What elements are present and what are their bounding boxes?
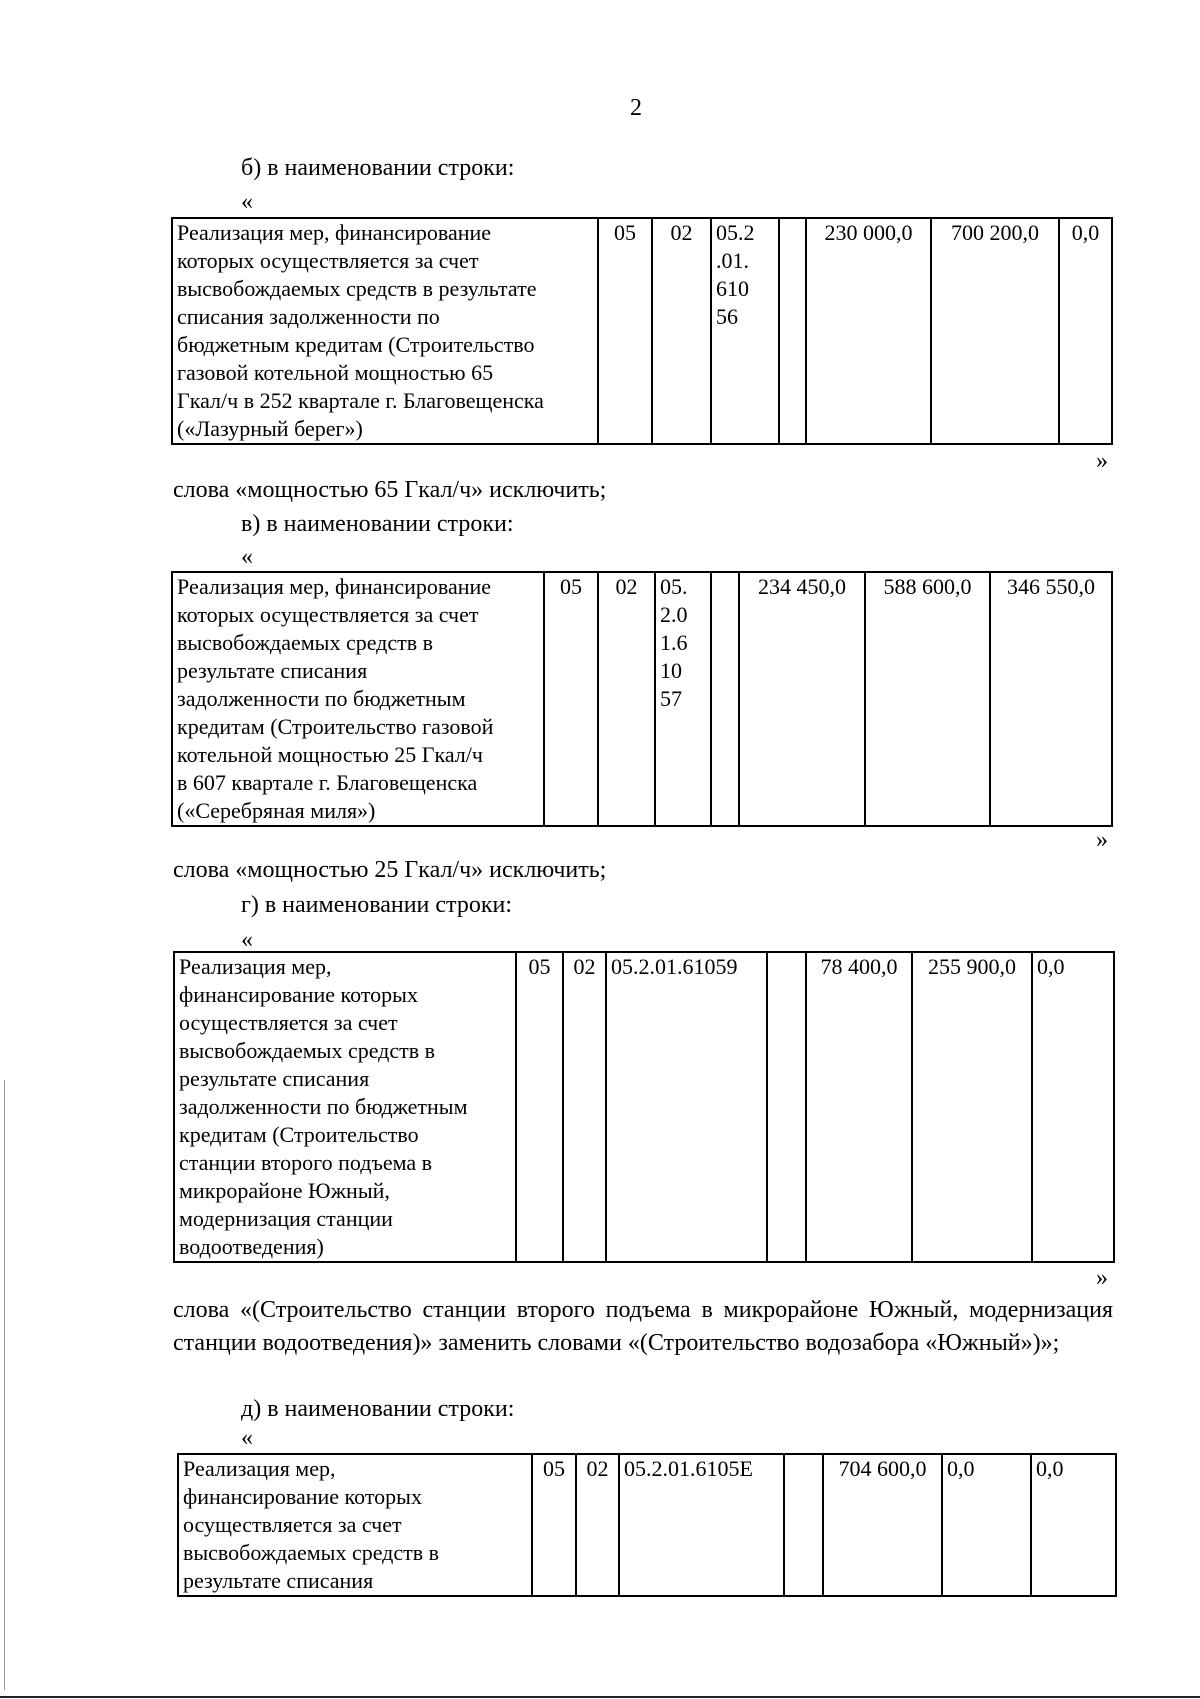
amount-2: 0,0 xyxy=(942,1454,1031,1596)
section-code: 05 xyxy=(544,572,598,826)
subsection-code: 02 xyxy=(598,572,655,826)
section-v-heading: в) в наименовании строки: xyxy=(241,511,514,537)
section-g-instruction: слова «(Строительство станции второго подъема в микрорайоне Южный, модернизация станции водоотведения)» заменить словами «(Строительство водозабора «Южный»)»; xyxy=(173,1297,1113,1356)
expense-type xyxy=(784,1454,823,1596)
amount-1: 234 450,0 xyxy=(739,572,865,826)
amount-1: 704 600,0 xyxy=(823,1454,942,1596)
expense-type xyxy=(779,218,806,444)
row-name: Реализация мер, финансирование которых осуществляется за счет высвобождаемых средств в результате списания задолженности по бюджетным кредитам (Строительство газовой котельной мощностью 65 Гкал/ч в 252 квартале г. Благовещенска («Лазурный берег») xyxy=(172,218,598,444)
open-quote: « xyxy=(241,189,253,215)
table-row-d xyxy=(177,1453,1117,1597)
subsection-code: 02 xyxy=(576,1454,619,1596)
open-quote: « xyxy=(241,1425,253,1451)
section-code: 05 xyxy=(598,218,652,444)
scan-bottom-line xyxy=(0,1696,1200,1698)
target-article: 05.2 .01. 610 56 xyxy=(711,218,779,444)
amount-2: 255 900,0 xyxy=(912,952,1032,1262)
close-quote: » xyxy=(1096,1265,1108,1291)
amount-3: 0,0 xyxy=(1032,952,1114,1262)
table-row-g xyxy=(173,951,1115,1263)
amount-3: 0,0 xyxy=(1031,1454,1116,1596)
subsection-code: 02 xyxy=(563,952,606,1262)
table-row-v xyxy=(171,571,1113,827)
section-code: 05 xyxy=(532,1454,576,1596)
table-row-b xyxy=(171,217,1113,445)
amount-2: 588 600,0 xyxy=(865,572,990,826)
section-b-heading: б) в наименовании строки: xyxy=(241,155,515,181)
amount-1: 78 400,0 xyxy=(806,952,912,1262)
target-article: 05. 2.0 1.6 10 57 xyxy=(655,572,711,826)
section-d-heading: д) в наименовании строки: xyxy=(241,1396,515,1422)
amount-3: 346 550,0 xyxy=(990,572,1112,826)
page-number: 2 xyxy=(630,95,642,121)
amount-2: 700 200,0 xyxy=(931,218,1059,444)
row-name: Реализация мер, финансирование которых осуществляется за счет высвобождаемых средств в результате списания задолженности по бюджетным кредитам (Строительство газовой котельной мощностью 25 Гкал/ч в 607 квартале г. Благовещенска («Серебряная миля») xyxy=(172,572,544,826)
amount-3: 0,0 xyxy=(1059,218,1112,444)
expense-type xyxy=(711,572,739,826)
section-g-heading: г) в наименовании строки: xyxy=(241,892,512,918)
close-quote: » xyxy=(1096,448,1108,474)
amount-1: 230 000,0 xyxy=(806,218,931,444)
scan-edge-line xyxy=(4,1080,5,1690)
subsection-code: 02 xyxy=(652,218,711,444)
target-article: 05.2.01.6105Е xyxy=(619,1454,784,1596)
expense-type xyxy=(767,952,806,1262)
open-quote: « xyxy=(241,927,253,953)
section-code: 05 xyxy=(516,952,563,1262)
close-quote: » xyxy=(1096,827,1108,853)
section-b-instruction: слова «мощностью 65 Гкал/ч» исключить; xyxy=(173,477,607,503)
open-quote: « xyxy=(241,544,253,570)
row-name: Реализация мер, финансирование которых осуществляется за счет высвобождаемых средств в результате списания xyxy=(178,1454,532,1596)
target-article: 05.2.01.61059 xyxy=(606,952,767,1262)
section-v-instruction: слова «мощностью 25 Гкал/ч» исключить; xyxy=(173,857,607,883)
row-name: Реализация мер, финансирование которых осуществляется за счет высвобождаемых средств в результате списания задолженности по бюджетным кредитам (Строительство станции второго подъема в микрорайоне Южный, модернизация станции водоотведения) xyxy=(174,952,516,1262)
